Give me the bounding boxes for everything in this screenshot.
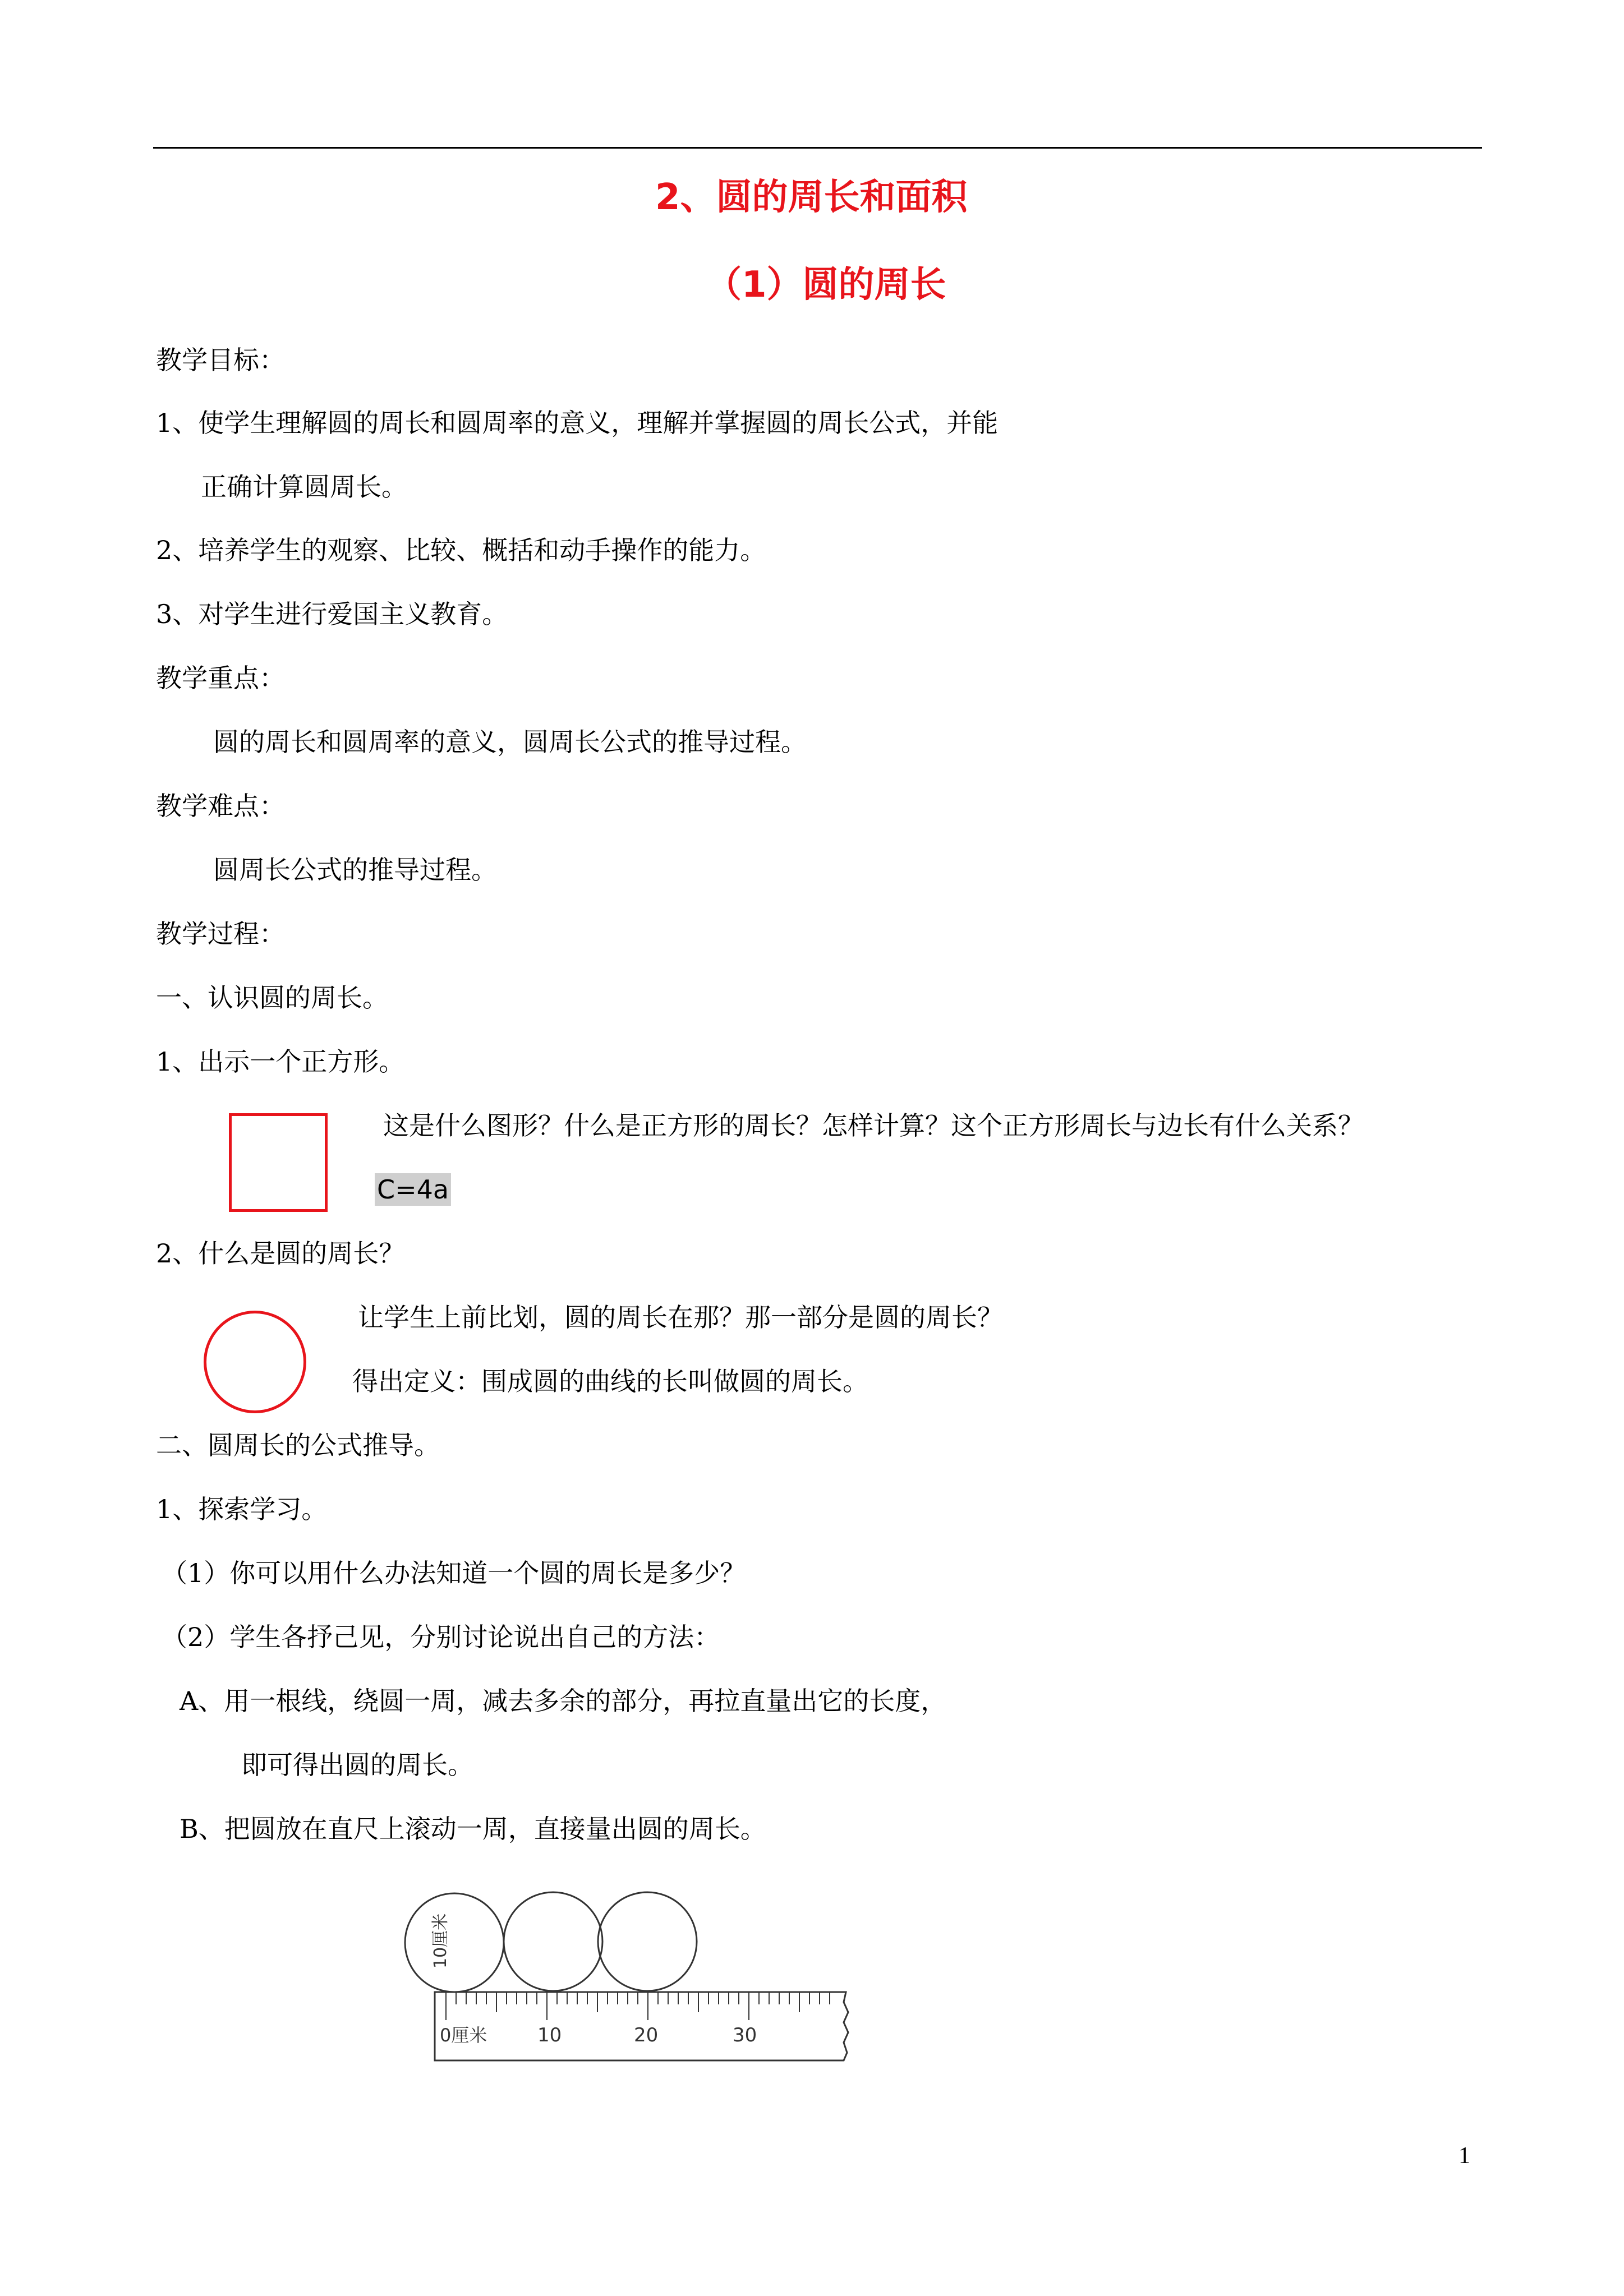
circle-shape [204,1311,306,1413]
method-a-line1: A、用一根线，绕圆一周，减去多余的部分，再拉直量出它的长度， [180,1686,947,1716]
ruler-figure [393,1890,875,2103]
section-2-heading: 二、圆周长的公式推导。 [156,1430,440,1460]
square-question: 这是什么图形？什么是正方形的周长？怎样计算？这个正方形周长与边长有什么关系？ [383,1110,1364,1141]
method-a-line2: 即可得出圆的周长。 [241,1750,473,1780]
circle-diameter-label: 10厘米 [431,1913,450,1968]
objective-1-line1: 1、使学生理解圆的周长和圆周率的意义，理解并掌握圆的周长公式，并能 [156,408,999,438]
ruler-circle-1 [405,1893,504,1992]
objective-2: 2、培养学生的观察、比较、概括和动手操作的能力。 [156,535,766,565]
key-points-heading: 教学重点： [156,663,285,693]
page-title: 2、圆的周长和面积 [655,177,968,218]
circle-definition: 得出定义：围成圆的曲线的长叫做圆的周长。 [352,1366,868,1396]
process-heading: 教学过程： [156,919,285,949]
square-shape [229,1113,328,1212]
page-subtitle: （1）圆的周长 [706,264,946,306]
ruler-tick-label-30: 30 [733,2024,757,2046]
difficulties-text: 圆周长公式的推导过程。 [213,855,497,885]
objective-1-line2: 正确计算圆周长。 [201,472,407,502]
ruler-tick-label-20: 20 [634,2024,659,2046]
ruler-zero-label: 0厘米 [440,2025,487,2046]
page-number: 1 [1459,2143,1470,2169]
key-points-text: 圆的周长和圆周率的意义，圆周长公式的推导过程。 [213,727,807,757]
formula-highlight: C=4a [375,1173,451,1206]
ruler-circle-3 [598,1892,697,1991]
objectives-heading: 教学目标： [156,345,285,375]
circle-prompt: 让学生上前比划，圆的周长在那？那一部分是圆的周长？ [358,1302,1003,1333]
question-2: （2）学生各抒己见，分别讨论说出自己的方法： [162,1622,720,1652]
ruler-circle-2 [504,1892,602,1991]
difficulties-heading: 教学难点： [156,791,285,821]
step-2-1: 1、探索学习。 [156,1494,328,1524]
step-1-1: 1、出示一个正方形。 [156,1046,405,1077]
method-b: B、把圆放在直尺上滚动一周，直接量出圆的周长。 [180,1814,766,1844]
square-formula [375,1174,451,1205]
ruler-tick-label-10: 10 [537,2024,562,2046]
question-1: （1）你可以用什么办法知道一个圆的周长是多少？ [162,1558,746,1588]
header-rule [153,147,1482,149]
section-1-heading: 一、认识圆的周长。 [156,983,388,1013]
objective-3: 3、对学生进行爱国主义教育。 [156,599,508,629]
step-1-2: 2、什么是圆的周长？ [156,1238,405,1269]
